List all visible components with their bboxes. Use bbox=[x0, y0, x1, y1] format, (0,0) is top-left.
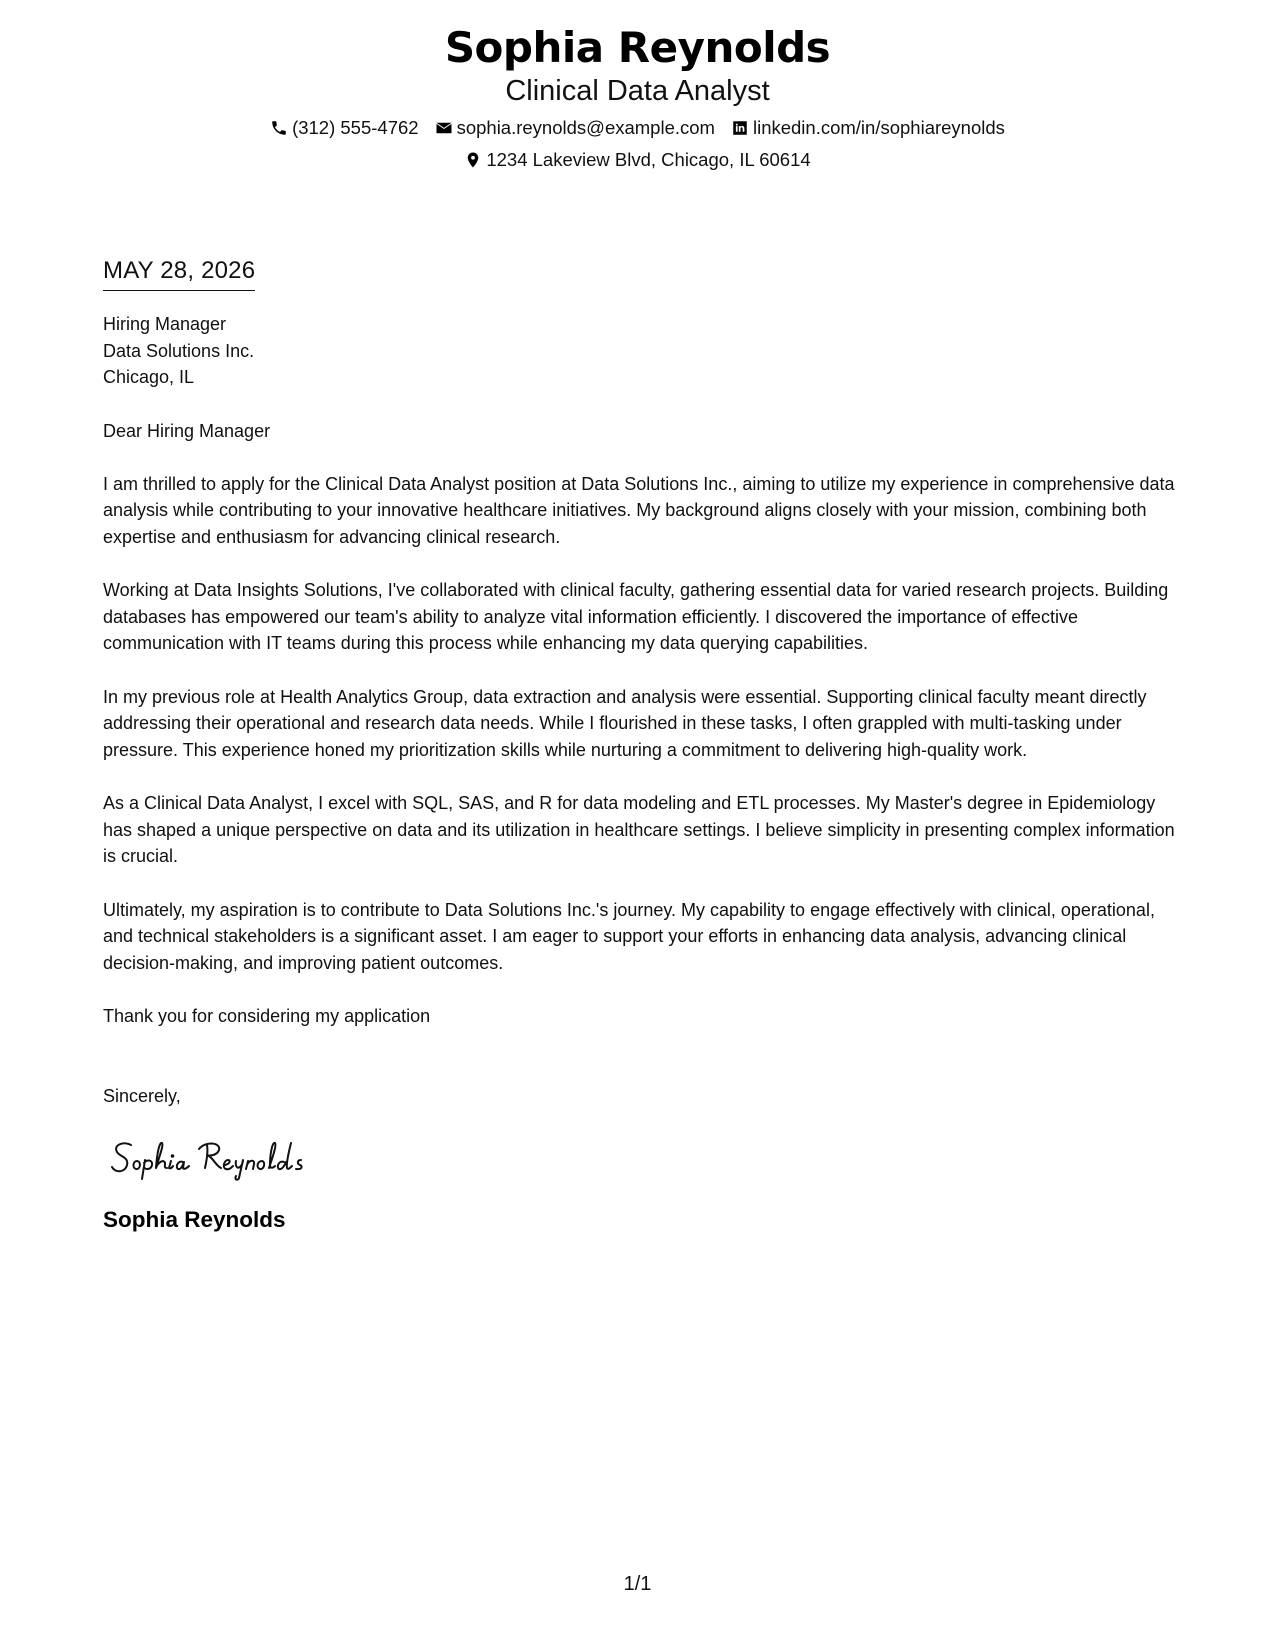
applicant-title: Clinical Data Analyst bbox=[505, 75, 770, 107]
body-paragraph: I am thrilled to apply for the Clinical Data Analyst position at Data Solutions Inc., aiming to utilize my experience in comprehensive data analysis while contributing to your innovative healthcare initiatives. My background aligns closely with your mission, combining both expertise and enthusiasm for advancing clinical research. bbox=[103, 473, 1175, 547]
recipient-line: Data Solutions Inc. bbox=[103, 340, 255, 361]
letter-body bbox=[103, 256, 1178, 1234]
map-pin-icon bbox=[464, 151, 482, 169]
address-text: 1234 Lakeview Blvd, Chicago, IL 60614 bbox=[486, 149, 811, 170]
recipient-block bbox=[103, 311, 1178, 391]
contact-email[interactable] bbox=[435, 116, 715, 140]
body-paragraph: Working at Data Insights Solutions, I've collaborated with clinical faculty, gathering essential data for varied research projects. Building databases has empowered our team's ability to analyze vital information efficiently. I discovered the importance of effective communication with IT teams during this process while enhancing my data querying capabilities. bbox=[103, 580, 1169, 653]
contact-row-primary bbox=[0, 116, 1275, 140]
recipient-line: Chicago, IL bbox=[103, 367, 195, 387]
phone-text: (312) 555-4762 bbox=[292, 117, 419, 138]
closing-line: Thank you for considering my application bbox=[103, 1006, 431, 1026]
signed-name: Sophia Reynolds bbox=[103, 1207, 286, 1232]
letter-date: MAY 28, 2026 bbox=[103, 256, 255, 291]
page-number: 1/1 bbox=[623, 1573, 652, 1595]
contact-row-address bbox=[0, 148, 1275, 172]
email-text[interactable]: sophia.reynolds@example.com bbox=[456, 117, 715, 138]
letter-header bbox=[0, 0, 1275, 172]
body-paragraph: In my previous role at Health Analytics Group, data extraction and analysis were essential. Supporting clinical faculty meant directly addressing their operational and research data needs. While I flourished in these tasks, I often grappled with multi-tasking under pressure. This experience honed my prioritization skills while nurturing a commitment to delivering high-quality work. bbox=[103, 686, 1147, 760]
greeting: Dear Hiring Manager bbox=[103, 420, 271, 441]
contact-address bbox=[464, 148, 810, 172]
body-paragraph: As a Clinical Data Analyst, I excel with SQL, SAS, and R for data modeling and ETL processes. My Master's degree in Epidemiology has shaped a unique perspective on data and its utilization in healthcare settings. I believe simplicity in presenting complex information is crucial. bbox=[103, 793, 1175, 866]
handwritten-signature bbox=[109, 1135, 1178, 1186]
recipient-line: Hiring Manager bbox=[103, 314, 227, 334]
applicant-name: Sophia Reynolds bbox=[444, 23, 831, 72]
contact-phone bbox=[270, 116, 419, 140]
linkedin-icon bbox=[731, 119, 749, 137]
signature-graphic bbox=[109, 1135, 349, 1181]
body-paragraph: Ultimately, my aspiration is to contribute to Data Solutions Inc.'s journey. My capability to engage effectively with clinical, operational, and technical stakeholders is a significant asset. I am eager to support your efforts in enhancing data analysis, advancing clinical decision-making, and improving patient outcomes. bbox=[103, 899, 1155, 973]
contact-linkedin[interactable] bbox=[731, 116, 1005, 140]
sign-off: Sincerely, bbox=[103, 1086, 181, 1106]
linkedin-text[interactable]: linkedin.com/in/sophiareynolds bbox=[752, 117, 1005, 138]
envelope-icon bbox=[435, 119, 453, 137]
phone-icon bbox=[270, 119, 288, 137]
